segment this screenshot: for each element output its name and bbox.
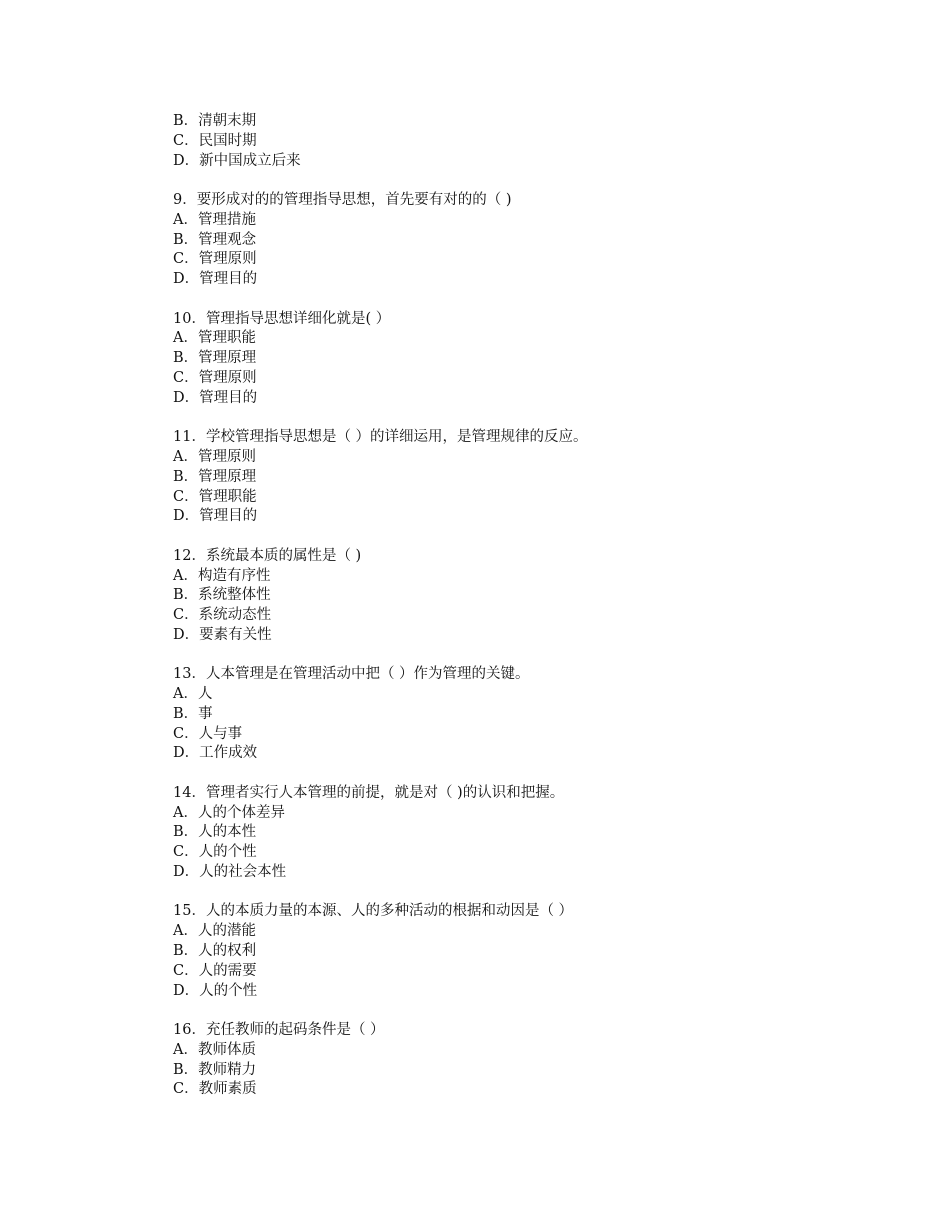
option-a: A．人 [173,686,213,703]
question-stem: 12．系统最本质的属性是（ ) [173,547,362,564]
option-a: A．构造有序性 [173,567,271,584]
option-a: A．教师体质 [173,1041,256,1058]
question-stem: 9．要形成对的的管理指导思想，首先要有对的的（ ) [173,191,512,208]
question-8-continued [173,112,873,171]
question-13 [173,665,873,764]
question-stem: 14．管理者实行人本管理的前提，就是对（ )的认识和把握。 [173,784,565,801]
option-b: B．事 [173,705,213,722]
option-a: A．管理原则 [173,448,256,465]
option-d: D．新中国成立后来 [173,152,301,169]
option-b: B．系统整体性 [173,587,271,604]
question-stem: 10．管理指导思想详细化就是( ） [173,310,391,327]
option-b: B．管理观念 [173,231,257,248]
option-d: D．要素有关性 [173,626,272,643]
option-c: C．教师素质 [173,1081,257,1098]
option-c: C．人的个性 [173,844,257,861]
option-c: C．管理原则 [173,251,257,268]
option-b: B．清朝末期 [173,113,257,129]
option-c: C．人的需要 [173,962,257,979]
option-c: C．系统动态性 [173,607,272,624]
question-12 [173,547,873,646]
option-b: B．教师精力 [173,1061,257,1078]
question-stem: 13．人本管理是在管理活动中把（ ）作为管理的关键。 [173,666,530,683]
option-c: C．民国时期 [173,132,257,149]
option-c: C．管理原则 [173,369,257,386]
option-d: D．人的社会本性 [173,864,287,881]
option-c: C．人与事 [173,725,243,742]
question-stem: 15．人的本质力量的本源、人的多种活动的根据和动因是（ ） [173,903,574,920]
question-9 [173,191,873,290]
option-a: A．管理措施 [173,211,256,228]
option-c: C．管理职能 [173,488,257,505]
option-d: D．管理目的 [173,508,258,525]
question-stem: 11．学校管理指导思想是（ ）的详细运用，是管理规律的反应。 [173,429,588,446]
question-10 [173,310,873,409]
option-d: D．管理目的 [173,271,258,288]
question-11 [173,428,873,527]
option-a: A．人的个体差异 [173,804,285,821]
option-d: D．工作成效 [173,745,258,762]
option-b: B．管理原理 [173,468,257,485]
question-16 [173,1021,873,1100]
option-a: A．管理职能 [173,330,256,347]
option-d: D．人的个性 [173,982,258,999]
question-15 [173,902,873,1001]
question-stem: 16．充任教师的起码条件是（ ） [173,1022,385,1039]
option-d: D．管理目的 [173,389,258,406]
document-page [173,112,873,1100]
option-b: B．管理原理 [173,350,257,367]
option-a: A．人的潜能 [173,923,256,940]
option-b: B．人的权利 [173,943,257,960]
option-b: B．人的本性 [173,824,257,841]
question-14 [173,784,873,883]
